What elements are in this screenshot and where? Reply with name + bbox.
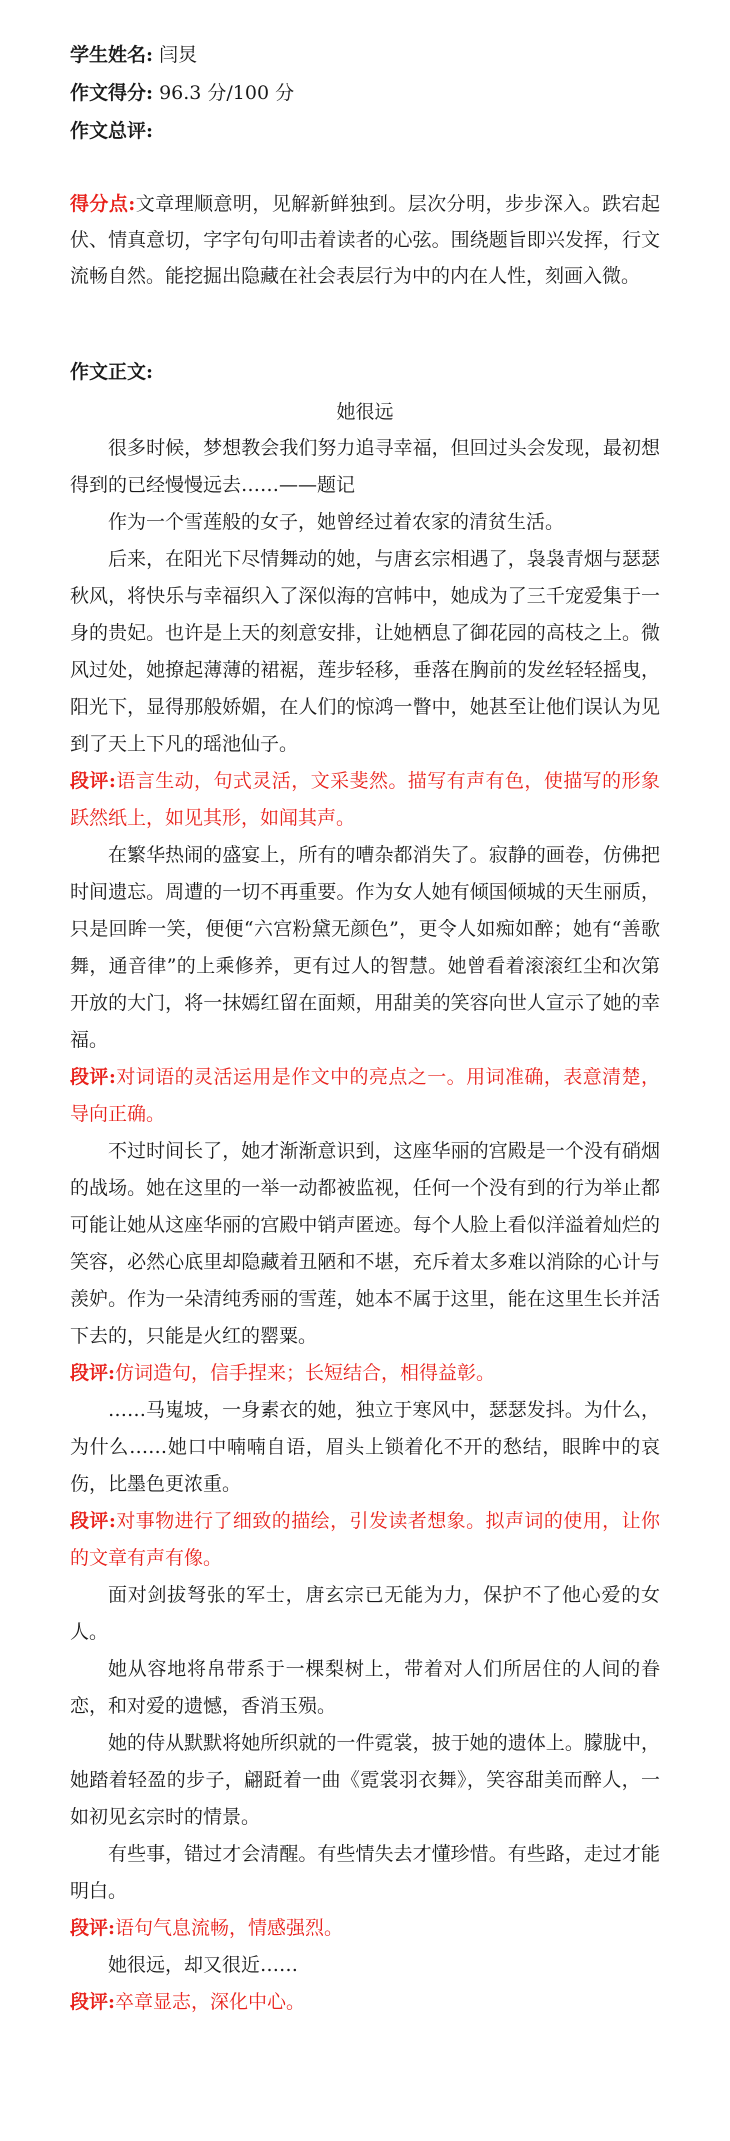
paragraph-comment — [70, 763, 660, 837]
essay-paragraph: 很多时候，梦想教会我们努力追寻幸福，但回过头会发现，最初想得到的已经慢慢远去……——题记 — [70, 437, 660, 496]
paragraph-comment-label: 段评: — [70, 1362, 116, 1384]
paragraph-comment — [70, 1984, 660, 2021]
essay-body — [70, 430, 660, 2021]
essay-paragraph: 她的侍从默默将她所织就的一件霓裳，披于她的遗体上。朦胧中，她踏着轻盈的步子，翩跹着一曲《霓裳羽衣舞》，笑容甜美而醉人，一如初见玄宗时的情景。 — [70, 1732, 660, 1828]
paragraph-comment-text: 仿词造句，信手捏来；长短结合，相得益彰。 — [115, 1362, 496, 1384]
essay-paragraph: 在繁华热闹的盛宴上，所有的嘈杂都消失了。寂静的画卷，仿佛把时间遗忘。周遭的一切不再重要。作为女人她有倾国倾城的天生丽质，只是回眸一笑，便便“六宫粉黛无颜色”，更令人如痴如醉；她有“善歌舞，通音律”的上乘修养，更有过人的智慧。她曾看着滚滚红尘和次第开放的大门，将一抹嫣红留在面颊，用甜美的笑容向世人宣示了她的幸福。 — [70, 844, 660, 1051]
paragraph-comment — [70, 1355, 660, 1392]
essay-paragraph: 后来，在阳光下尽情舞动的她，与唐玄宗相遇了，袅袅青烟与瑟瑟秋风，将快乐与幸福织入了深似海的宫帏中，她成为了三千宠爱集于一身的贵妃。也许是上天的刻意安排，让她栖息了御花园的高枝之上。微风过处，她撩起薄薄的裙裾，莲步轻移，垂落在胸前的发丝轻轻摇曳，阳光下，显得那般娇媚，在人们的惊鸿一瞥中，她甚至让他们误认为见到了天上下凡的瑶池仙子。 — [70, 548, 660, 755]
paragraph-comment-text: 对词语的灵活运用是作文中的亮点之一。用词准确，表意清楚，导向正确。 — [70, 1066, 660, 1125]
paragraph-comment-label: 段评: — [70, 1917, 116, 1939]
scoring-points — [70, 186, 660, 294]
paragraph-comment-text: 卒章显志，深化中心。 — [115, 1991, 306, 2013]
scoring-points-label: 得分点: — [70, 193, 136, 215]
student-name-value: 闫炅 — [159, 44, 198, 66]
scoring-points-text: 文章理顺意明，见解新鲜独到。层次分明，步步深入。跌宕起伏、情真意切，字字句句叩击着读者的心弦。围绕题旨即兴发挥，行文流畅自然。能挖掘出隐藏在社会表层行为中的内在人性，刻画入微。 — [70, 193, 660, 287]
essay-paragraph: 不过时间长了，她才渐渐意识到，这座华丽的宫殿是一个没有硝烟的战场。她在这里的一举一动都被监视，任何一个没有到的行为举止都可能让她从这座华丽的宫殿中销声匿迹。每个人脸上看似洋溢着灿烂的笑容，必然心底里却隐藏着丑陋和不堪，充斥着太多难以消除的心计与羡妒。作为一朵清纯秀丽的雪莲，她本不属于这里，能在这里生长并活下去的，只能是火红的罂粟。 — [70, 1140, 660, 1347]
score-line — [70, 74, 660, 112]
essay-paragraph: 她很远，却又很近…… — [108, 1954, 299, 1976]
essay-paragraph: 她从容地将帛带系于一棵梨树上，带着对人们所居住的人间的眷恋，和对爱的遗憾，香消玉殒。 — [70, 1658, 660, 1717]
essay-paragraph: 作为一个雪莲般的女子，她曾经过着农家的清贫生活。 — [108, 511, 565, 533]
paragraph-comment-label: 段评: — [70, 1066, 116, 1088]
essay-paragraph: ……马嵬坡，一身素衣的她，独立于寒风中，瑟瑟发抖。为什么，为什么……她口中喃喃自语，眉头上锁着化不开的愁结，眼眸中的哀伤，比墨色更浓重。 — [70, 1399, 660, 1495]
paragraph-comment-text: 语句气息流畅，情感强烈。 — [115, 1917, 344, 1939]
essay-paragraph: 有些事，错过才会清醒。有些情失去才懂珍惜。有些路，走过才能明白。 — [70, 1843, 660, 1902]
paragraph-comment-label: 段评: — [70, 1991, 116, 2013]
overall-comment-label: 作文总评: — [70, 120, 154, 142]
paragraph-comment-text: 语言生动，句式灵活，文采斐然。描写有声有色，使描写的形象跃然纸上，如见其形，如闻其声。 — [70, 770, 660, 829]
paragraph-comment — [70, 1910, 660, 1947]
score-value: 96.3 分/100 分 — [159, 82, 295, 104]
paragraph-comment-text: 对事物进行了细致的描绘，引发读者想象。拟声词的使用，让你的文章有声有像。 — [70, 1510, 660, 1569]
paragraph-comment-label: 段评: — [70, 770, 116, 792]
paragraph-comment — [70, 1059, 660, 1133]
overall-comment-heading — [70, 112, 660, 150]
score-label: 作文得分: — [70, 82, 154, 104]
student-name-line — [70, 36, 660, 74]
paragraph-comment — [70, 1503, 660, 1577]
essay-paragraph: 面对剑拔弩张的军士，唐玄宗已无能为力，保护不了他心爱的女人。 — [70, 1584, 660, 1643]
essay-title: 她很远 — [336, 401, 394, 423]
essay-body-label: 作文正文: — [70, 361, 154, 383]
student-name-label: 学生姓名: — [70, 44, 154, 66]
paragraph-comment-label: 段评: — [70, 1510, 116, 1532]
